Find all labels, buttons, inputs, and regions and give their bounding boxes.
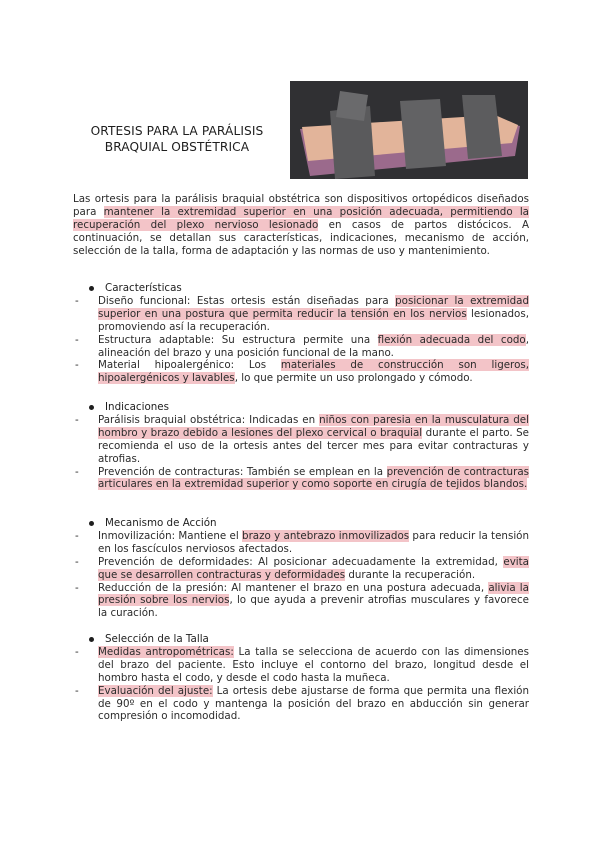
section-heading: Indicaciones xyxy=(73,401,529,414)
section-mecanismo xyxy=(73,517,529,620)
list-item: - Estructura adaptable: Su estructura permite una flexión adecuada del codo, alineación del brazo y una posición funcional de la mano. xyxy=(89,334,529,360)
title-line-2: BRAQUIAL OBSTÉTRICA xyxy=(104,140,250,154)
bullet-icon xyxy=(89,637,94,642)
list-item: - Prevención de contracturas: También se emplean en la prevención de contracturas articulares en la extremidad superior y como soporte en cirugía de tejidos blandos. xyxy=(89,466,529,492)
section-heading: Selección de la Talla xyxy=(73,633,529,646)
list-item: - Parálisis braquial obstétrica: Indicadas en niños con paresia en la musculatura del hombro y brazo debido a lesiones del plexo cervical o braquial durante el parto. Se recomienda el uso de la ortesis antes del tercer mes para evitar contracturas y atrofias. xyxy=(89,414,529,466)
list-item: - Diseño funcional: Estas ortesis están diseñadas para posicionar la extremidad superior en una postura que permita reducir la tensión en los nervios lesionados, promoviendo así la recuperación. xyxy=(89,295,529,334)
list-item: - Prevención de deformidades: Al posicionar adecuadamente la extremidad, evita que se desarrollen contracturas y deformidades durante la recuperación. xyxy=(89,556,529,582)
intro-highlight: mantener la extremidad superior en una posición adecuada, permitiendo la recuperación del plexo nervioso lesionado xyxy=(73,205,529,231)
intro-text-2: en casos de partos distócicos. A continuación, se detallan sus características, indicaciones, mecanismo de acción, selección de la talla, forma de adaptación y las normas de uso y mantenimiento. xyxy=(73,218,529,257)
section-talla xyxy=(73,633,529,723)
section-indicaciones xyxy=(73,401,529,491)
list-item: - Evaluación del ajuste: La ortesis debe ajustarse de forma que permita una flexión de 90º en el codo y mantenga la posición del brazo en abducción sin generar compresión o incomodidad. xyxy=(89,685,529,724)
list-item: - Material hipoalergénico: Los materiales de construcción son ligeros, hipoalergénicos y lavables, lo que permite un uso prolongado y cómodo. xyxy=(89,359,529,385)
section-heading: Características xyxy=(73,282,529,295)
bullet-icon xyxy=(89,286,94,291)
document-title xyxy=(82,123,272,155)
bullet-icon xyxy=(89,521,94,526)
orthosis-photo xyxy=(290,81,528,179)
section-caracteristicas xyxy=(73,282,529,385)
section-heading: Mecanismo de Acción xyxy=(73,517,529,530)
list-item: - Medidas antropométricas: La talla se selecciona de acuerdo con las dimensiones del brazo del paciente. Esto incluye el contorno del brazo, longitud desde el hombro hasta el codo, y desde el codo hasta la muñeca. xyxy=(89,646,529,685)
intro-text-1: Las ortesis para la parálisis braquial obstétrica son dispositivos ortopédicos diseñados para xyxy=(73,193,529,218)
list-item: - Reducción de la presión: Al mantener el brazo en una postura adecuada, alivia la presión sobre los nervios, lo que ayuda a prevenir atrofias musculares y favorece la curación. xyxy=(89,582,529,621)
bullet-icon xyxy=(89,405,94,410)
orthosis-illustration xyxy=(290,81,528,179)
list-item: - Inmovilización: Mantiene el brazo y antebrazo inmovilizados para reducir la tensión en los fascículos nerviosos afectados. xyxy=(89,530,529,556)
title-line-1: ORTESIS PARA LA PARÁLISIS xyxy=(90,124,264,138)
intro-paragraph xyxy=(73,193,529,258)
